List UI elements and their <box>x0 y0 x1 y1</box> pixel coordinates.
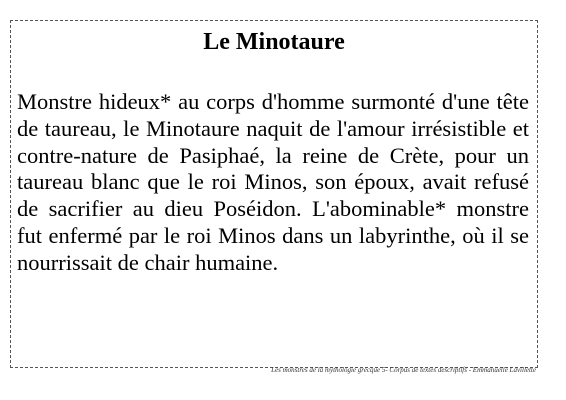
text-card <box>10 20 538 368</box>
page-title: Le Minotaure <box>203 29 345 55</box>
description-paragraph: Monstre hideux* au corps d'homme surmonté d'une tête de taureau, le Minotaure naquit de l'amour irrésistible et contre-nature de Pasiphaé, la reine de Crète, pour un taureau blanc que le roi Minos, son époux, avait refusé de sacrifier au dieu Poséidon. L'abominable* monstre fut enfermé par le roi Minos dans un labyrinthe, où il se nourrissait de chair humaine. <box>17 89 529 275</box>
footer-credit: Les monstres de la mythologie grecque 5- Corpus de textes descriptifs - Emmanuelle Lavillette <box>271 366 536 374</box>
